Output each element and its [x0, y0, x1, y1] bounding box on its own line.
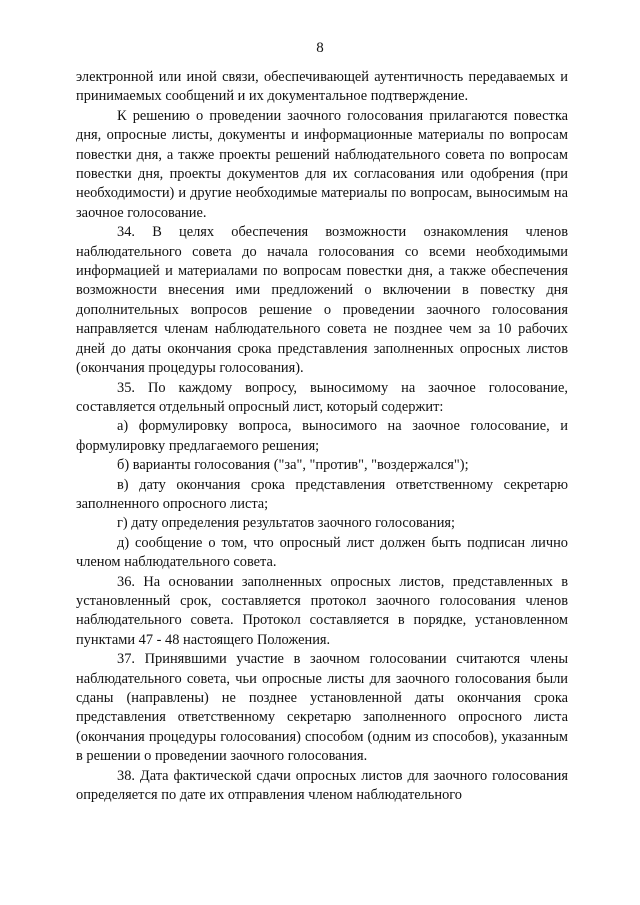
list-item-b: б) варианты голосования ("за", "против", "воздержался"); — [117, 457, 469, 474]
list-item-g: г) дату определения результатов заочного голосования; — [117, 515, 456, 532]
list-item-d: д) сообщение о том, что опросный лист должен быть подписан лично членом наблюдательного совета. — [76, 534, 568, 571]
paragraph-34: 34. В целях обеспечения возможности ознакомления членов наблюдательного совета до начала голосования со всеми необходимыми информацией и материалами по вопросам повестки дня, а также обеспечения возможности внесения ими предложений о включении в повестку дня дополнительных вопросов решение о проведении заочного голосования направляется членам наблюдательного совета не позднее чем за 10 рабочих дней до даты окончания срока представления заполненных опросных листов (окончания процедуры голосования). — [76, 224, 568, 377]
paragraph-36: 36. На основании заполненных опросных листов, представленных в установленный срок, составляется протокол заочного голосования членов наблюдательного совета. Протокол составляется в порядке, установленном пунктами 47 - 48 настоящего Положения. — [76, 573, 568, 648]
paragraph-37: 37. Принявшими участие в заочном голосовании считаются члены наблюдательного совета, чьи опросные листы для заочного голосования были сданы (направлены) не позднее установленной даты окончания срока представления ответственному секретарю заполненного опросного листа (окончания процедуры голосования) способом (одним из способов), указанным в решении о проведении заочного голосования. — [76, 651, 568, 765]
document-body — [76, 68, 568, 805]
paragraph-continuation: электронной или иной связи, обеспечивающей аутентичность передаваемых и принимаемых сообщений и их документальное подтверждение. — [76, 69, 568, 105]
page-number: 8 — [316, 40, 324, 56]
paragraph-attachments: К решению о проведении заочного голосования прилагаются повестка дня, опросные листы, документы и информационные материалы по вопросам повестки дня, а также проекты решений наблюдательного совета по вопросам повестки дня, проекты документов для их согласования или одобрения (при необходимости) и другие необходимые материалы по вопросам, выносимым на заочное голосование. — [76, 107, 568, 221]
paragraph-35: 35. По каждому вопросу, выносимому на заочное голосование, составляется отдельный опросный лист, который содержит: — [76, 379, 568, 415]
list-item-v: в) дату окончания срока представления ответственному секретарю заполненного опросного листа; — [76, 476, 568, 512]
list-item-a: а) формулировку вопроса, выносимого на заочное голосование, и формулировку предлагаемого решения; — [76, 418, 568, 454]
paragraph-38: 38. Дата фактической сдачи опросных листов для заочного голосования определяется по дате их отправления членом наблюдательного — [76, 767, 568, 804]
